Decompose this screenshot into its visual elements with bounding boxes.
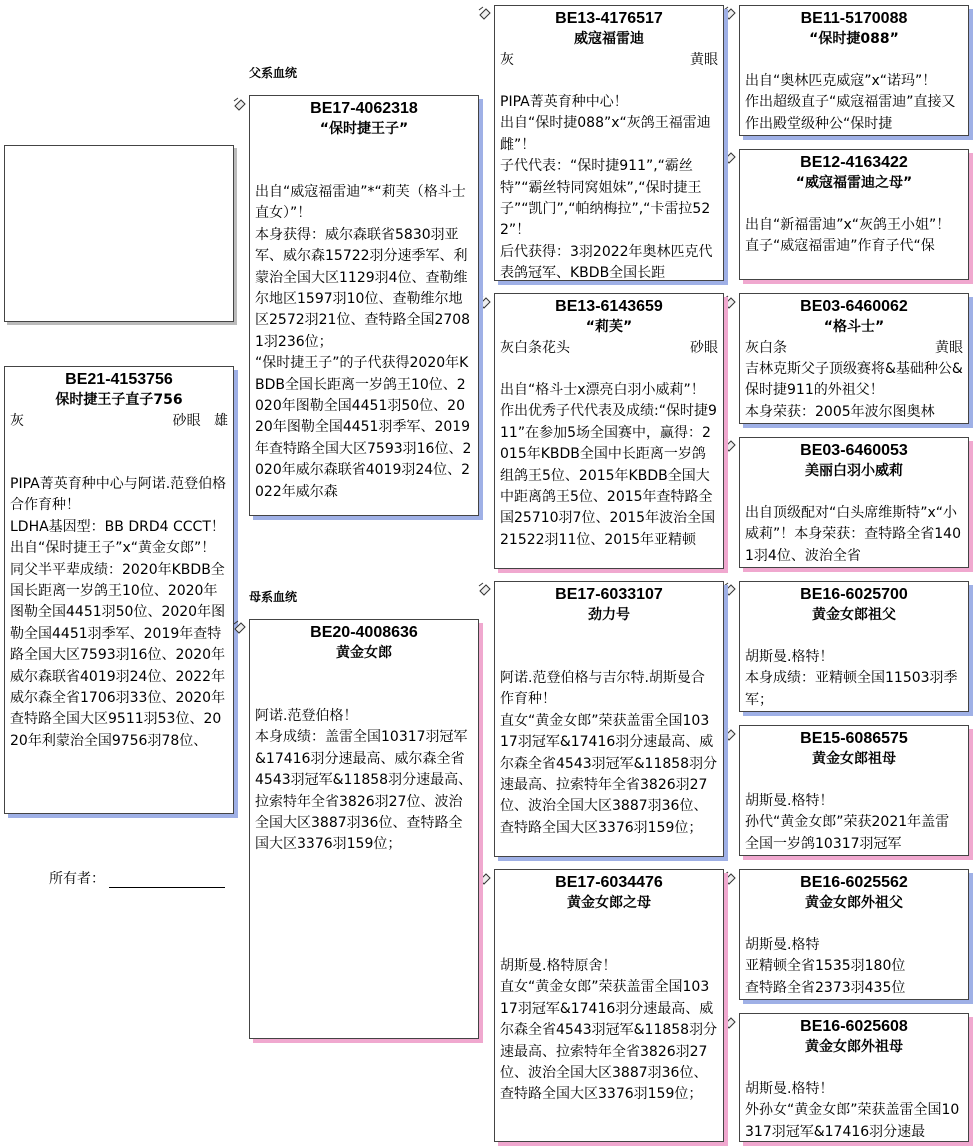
dsd-description: 胡斯曼.格特！ 孙代“黄金女郎”荣获2021年盖雷全国一岁鸽10317羽冠军 xyxy=(745,793,950,852)
link-icon[interactable] xyxy=(723,1015,737,1029)
link-icon[interactable] xyxy=(478,871,492,885)
dsd-card[interactable] xyxy=(739,725,969,856)
sire-dam-card[interactable] xyxy=(494,293,724,569)
dss-ring-id: BE16-6025700 xyxy=(800,586,908,603)
owner-line xyxy=(109,873,225,888)
sdd-description: 出自顶级配对“白头席维斯特”x“小威莉”！本身荣获：查特路全省1401羽4位、波治全省 xyxy=(745,505,961,564)
dam-line-label: 母系血统 xyxy=(249,590,298,604)
dam-ring-id: BE20-4008636 xyxy=(310,624,418,641)
subject-description: PIPA菁英育种中心与阿诺.范登伯格合作育种！ LDHA基因型：BB DRD4 CCCT！出自“保时捷王子”x“黄金女郎”！ 同父半平辈成绩：2020年KBDB全国长距离一岁鸽王10位、2020年图勒全国4451羽50位、2020年图勒全国4451羽季军、2019年查特路全国大区7593羽16位、2020年威尔森联省4019羽24位、2022年威尔森全省1706羽33位、2020年查特路全国大区9511羽53位、2020年利蒙治全国9756羽78位、 xyxy=(10,476,227,749)
sire-dam-name: “莉芙” xyxy=(585,319,633,335)
link-icon[interactable] xyxy=(723,295,737,309)
ddd-card[interactable] xyxy=(739,1013,969,1142)
link-icon[interactable] xyxy=(723,438,737,452)
dam-sire-name: 劲力号 xyxy=(588,607,630,623)
dss-card[interactable] xyxy=(739,581,969,712)
sss-description: 出自“奥林匹克威寇”x“诺玛”！ 作出超级直子“威寇福雷迪”直接又作出殿堂级种公“保时捷 xyxy=(745,73,956,132)
sire-sire-color: 灰 xyxy=(500,52,514,68)
dam-name: 黄金女郎 xyxy=(336,645,392,661)
photo-placeholder xyxy=(4,145,234,322)
dds-description: 胡斯曼.格特 亚精顿全省1535羽180位 查特路全省2373羽435位 xyxy=(745,937,906,996)
sdd-name: 美丽白羽小威莉 xyxy=(805,463,903,479)
sire-sire-ring-id: BE13-4176517 xyxy=(555,10,663,27)
sire-sire-name: 威寇福雷迪 xyxy=(574,31,644,47)
subject-color: 灰 xyxy=(10,413,24,429)
sire-sire-description: PIPA菁英育种中心！ 出自“保时捷088”x“灰鸽王福雷迪雌”！ 子代代表：“保时捷911”,“霸丝特”“霸丝特同窝姐妹”,“保时捷王子”“凯门”,“帕纳梅拉”,“卡雷拉522”！ 后代获得：3羽2022年奥林匹克代表鸽冠军、KBDB全国长距 xyxy=(500,94,713,281)
subject-ring-id: BE21-4153756 xyxy=(65,371,173,388)
link-icon[interactable] xyxy=(478,295,492,309)
subject-name: 保时捷王子直子756 xyxy=(55,392,183,408)
ssd-ring-id: BE12-4163422 xyxy=(800,154,908,171)
sire-ring-id: BE17-4062318 xyxy=(310,100,418,117)
sire-dam-eye: 砂眼 xyxy=(690,340,718,356)
sss-name: “保时捷088” xyxy=(809,31,899,47)
ddd-ring-id: BE16-6025608 xyxy=(800,1018,908,1035)
sire-sire-card[interactable] xyxy=(494,5,724,281)
dam-sire-description: 阿诺.范登伯格与吉尔特.胡斯曼合作育种！ 直女“黄金女郎”荣获盖雷全国10317羽冠军&17416羽分速最高、威尔森全省4543羽冠军&11858羽分速最高、拉索特年全省3826羽27位、波治全国大区3887羽36位、查特路全国大区3376羽159位； xyxy=(500,670,718,836)
ddd-name: 黄金女郎外祖母 xyxy=(805,1039,903,1055)
sire-line-label: 父系血统 xyxy=(249,66,298,80)
sds-color: 灰白条 xyxy=(745,340,787,356)
sss-ring-id: BE11-5170088 xyxy=(800,10,908,27)
dam-sire-card[interactable] xyxy=(494,581,724,857)
link-icon[interactable] xyxy=(233,97,247,111)
subject-traits xyxy=(10,411,228,432)
dam-sire-ring-id: BE17-6033107 xyxy=(555,586,663,603)
sire-name: “保时捷王子” xyxy=(319,121,409,137)
dam-dam-name: 黄金女郎之母 xyxy=(567,895,651,911)
dds-name: 黄金女郎外祖父 xyxy=(805,895,903,911)
link-icon[interactable] xyxy=(723,6,737,20)
link-icon[interactable] xyxy=(478,6,492,20)
ddd-description: 胡斯曼.格特！ 外孙女“黄金女郎”荣获盖雷全国10317羽冠军&17416羽分速最 xyxy=(745,1081,960,1140)
owner-label: 所有者： xyxy=(49,871,105,887)
link-icon[interactable] xyxy=(723,727,737,741)
dam-dam-description: 胡斯曼.格特原舍！ 直女“黄金女郎”荣获盖雷全国10317羽冠军&17416羽分速最高、威尔森全省4543羽冠军&11858羽分速最高、拉索特年全省3826羽27位、波治全国大区3887羽36位、查特路全国大区3376羽159位； xyxy=(500,958,718,1103)
dam-description: 阿诺.范登伯格！ 本身成绩：盖雷全国10317羽冠军&17416羽分速最高、威尔森全省4543羽冠军&11858羽分速最高、拉索特年全省3826羽27位、波治全国大区3887羽36位、查特路全国大区3376羽159位； xyxy=(255,708,473,853)
sire-sire-eye: 黄眼 xyxy=(690,52,718,68)
sire-dam-ring-id: BE13-6143659 xyxy=(555,298,663,315)
sds-eye: 黄眼 xyxy=(935,340,963,356)
dam-dam-card[interactable] xyxy=(494,869,724,1142)
ssd-description: 出自“新福雷迪”x“灰鸽王小姐”！ 直子“威寇福雷迪”作育子代“保 xyxy=(745,217,951,255)
sire-dam-color: 灰白条花头 xyxy=(500,340,570,356)
sire-dam-description: 出自“格斗士x漂亮白羽小威莉”！作出优秀子代代表及成绩:“保时捷911”在参加5场全国赛中，赢得：2015年KBDB全国中长距离一岁鸽组鸽王5位、2015年KBDB全国大中距离鸽王5位、2015年查特路全国25710羽7位、2015年波治全国21522羽11位、2015年亚精顿 xyxy=(500,382,717,548)
sds-name: “格斗士” xyxy=(823,319,885,335)
owner-field xyxy=(49,868,225,888)
dds-ring-id: BE16-6025562 xyxy=(800,874,908,891)
subject-card xyxy=(4,366,234,814)
link-icon[interactable] xyxy=(723,150,737,164)
link-icon[interactable] xyxy=(478,582,492,596)
sds-ring-id: BE03-6460062 xyxy=(800,298,908,315)
link-icon[interactable] xyxy=(233,620,247,634)
dam-dam-ring-id: BE17-6034476 xyxy=(555,874,663,891)
dss-description: 胡斯曼.格特！ 本身成绩：亚精顿全国11503羽季军； xyxy=(745,649,958,708)
subject-sex: 雄 xyxy=(214,413,228,429)
link-icon[interactable] xyxy=(723,582,737,596)
sdd-card[interactable] xyxy=(739,437,969,568)
dam-card[interactable] xyxy=(249,619,479,1039)
ssd-name: “威寇福雷迪之母” xyxy=(795,175,913,191)
dds-card[interactable] xyxy=(739,869,969,1000)
link-icon[interactable] xyxy=(723,871,737,885)
sds-card[interactable] xyxy=(739,293,969,424)
subject-eye: 砂眼 xyxy=(172,413,201,429)
sire-card[interactable] xyxy=(249,95,479,516)
dss-name: 黄金女郎祖父 xyxy=(812,607,896,623)
sss-card[interactable] xyxy=(739,5,969,136)
sdd-ring-id: BE03-6460053 xyxy=(800,442,908,459)
sds-description: 吉林克斯父子顶级赛将&基础种公&保时捷911的外祖父！ 本身荣获：2005年波尔图奥林 xyxy=(745,361,963,420)
dsd-name: 黄金女郎祖母 xyxy=(812,751,896,767)
dsd-ring-id: BE15-6086575 xyxy=(800,730,908,747)
ssd-card[interactable] xyxy=(739,149,969,280)
sire-description: 出自“威寇福雷迪”*“莉芙（格斗士直女）”！ 本身获得：威尔森联省5830羽亚军、威尔森15722羽分速季军、利蒙治全国大区1129羽4位、查勒维尔地区1597羽10位、查勒维尔地区2572羽21位、查特路全国27081羽236位； “保时捷王子”的子代获得2020年KBDB全国长距离一岁鸽王10位、2020年图勒全国4451羽50位、2020年图勒全国4451羽季军、2019年查特路全国大区7593羽16位、2020年威尔森联省4019羽24位、2022年威尔森 xyxy=(255,184,472,500)
